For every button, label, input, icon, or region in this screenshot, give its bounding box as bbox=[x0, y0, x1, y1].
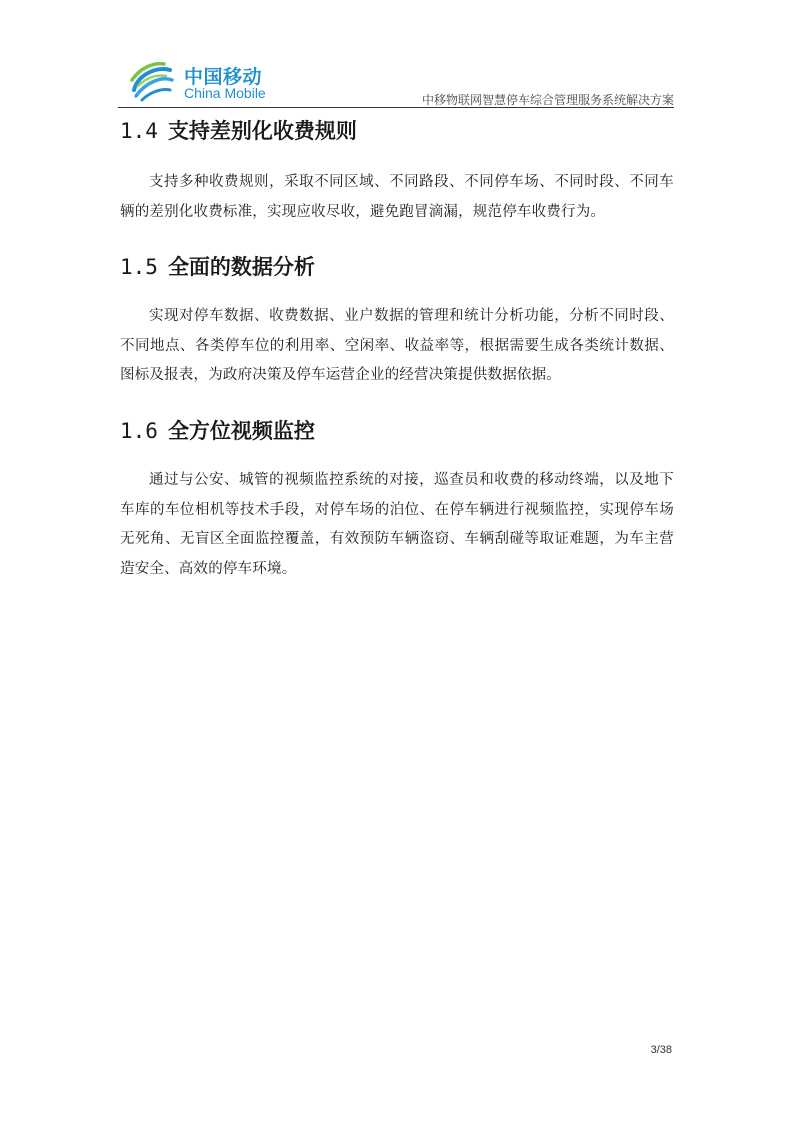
section-heading bbox=[120, 249, 674, 285]
logo-english-text: China Mobile bbox=[184, 85, 266, 101]
document-title: 中移物联网智慧停车综合管理服务系统解决方案 bbox=[421, 93, 674, 107]
page-header bbox=[118, 56, 674, 108]
section-1-6 bbox=[120, 413, 674, 584]
section-heading bbox=[120, 113, 674, 149]
section-number: 1.4 bbox=[120, 119, 158, 143]
section-number: 1.6 bbox=[120, 418, 158, 443]
header-divider bbox=[118, 107, 674, 108]
page-content bbox=[120, 113, 674, 584]
china-mobile-swirl-icon bbox=[128, 60, 176, 102]
section-paragraph: 实现对停车数据、收费数据、业户数据的管理和统计分析功能，分析不同时段、不同地点、各类停车位的利用率、空闲率、收益率等，根据需要生成各类统计数据、图标及报表，为政府决策及停车运营企业的经营决策提供数据依据。 bbox=[120, 308, 674, 384]
section-title: 支持差别化收费规则 bbox=[167, 119, 357, 143]
section-1-4 bbox=[120, 113, 674, 227]
china-mobile-logo bbox=[128, 60, 278, 102]
section-heading bbox=[120, 413, 674, 449]
section-title: 全面的数据分析 bbox=[167, 255, 315, 280]
section-number: 1.5 bbox=[120, 255, 158, 280]
section-title: 全方位视频监控 bbox=[167, 418, 315, 443]
page-number: 3/38 bbox=[650, 1044, 672, 1056]
section-1-5 bbox=[120, 249, 674, 391]
logo-chinese-text: 中国移动 bbox=[184, 66, 263, 88]
section-paragraph: 通过与公安、城管的视频监控系统的对接，巡查员和收费的移动终端，以及地下车库的车位相机等技术手段，对停车场的泊位、在停车辆进行视频监控，实现停车场无死角、无盲区全面监控覆盖，有效预防车辆盗窃、车辆刮碰等取证难题，为车主营造安全、高效的停车环境。 bbox=[120, 471, 674, 577]
section-paragraph: 支持多种收费规则，采取不同区域、不同路段、不同停车场、不同时段、不同车辆的差别化收费标准，实现应收尽收，避免跑冒滴漏，规范停车收费行为。 bbox=[120, 174, 674, 220]
